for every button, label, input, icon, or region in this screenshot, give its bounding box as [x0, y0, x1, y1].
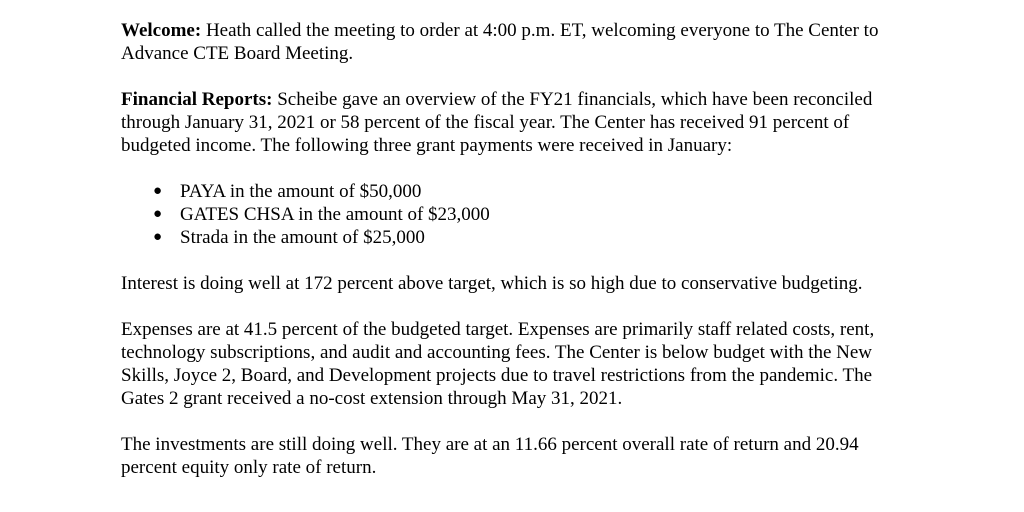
list-item — [153, 226, 911, 249]
investments-paragraph: The investments are still doing well. They are at an 11.66 percent overall rate of return and 20.94 percent equity only rate of return. — [121, 434, 859, 478]
list-item — [153, 203, 911, 226]
welcome-heading: Welcome: — [121, 20, 202, 41]
welcome-paragraph — [121, 19, 911, 65]
welcome-text: Heath called the meeting to order at 4:00 p.m. ET, welcoming everyone to The Center to Advance CTE Board Meeting. — [121, 20, 879, 64]
financial-reports-text: Scheibe gave an overview of the FY21 financials, which have been reconciled through January 31, 2021 or 58 percent of the fiscal year. The Center has received 91 percent of budgeted income. The following three grant payments were received in January: — [121, 89, 873, 156]
bullet-icon: ● — [153, 183, 163, 199]
bullet-icon: ● — [153, 229, 163, 245]
list-item — [153, 180, 911, 203]
list-item-text: PAYA in the amount of $50,000 — [180, 181, 422, 202]
expenses-paragraph: Expenses are at 41.5 percent of the budgeted target. Expenses are primarily staff related costs, rent, technology subscriptions, and audit and accounting fees. The Center is below budget with the New Skills, Joyce 2, Board, and Development projects due to travel restrictions from the pandemic. The Gates 2 grant received a no-cost extension through May 31, 2021. — [121, 319, 875, 409]
list-item-text: Strada in the amount of $25,000 — [180, 227, 425, 248]
grant-payments-list — [121, 180, 911, 249]
interest-paragraph: Interest is doing well at 172 percent above target, which is so high due to conservative budgeting. — [121, 273, 863, 294]
financial-reports-heading: Financial Reports: — [121, 89, 273, 110]
financial-reports-paragraph — [121, 88, 911, 157]
bullet-icon: ● — [153, 206, 163, 222]
document-page — [121, 19, 911, 502]
list-item-text: GATES CHSA in the amount of $23,000 — [180, 204, 490, 225]
